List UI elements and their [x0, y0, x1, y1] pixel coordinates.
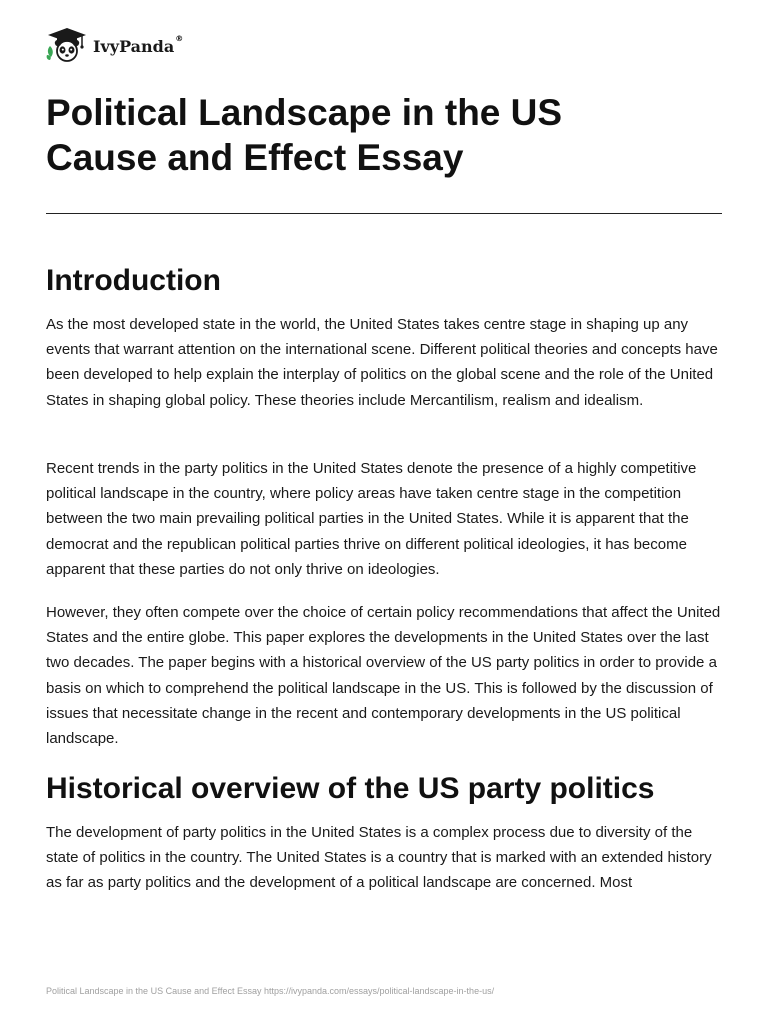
page-title-line-1: Political Landscape in the US	[46, 92, 563, 133]
section-heading-introduction: Introduction	[46, 264, 221, 297]
page-title-line-2: Cause and Effect Essay	[46, 137, 464, 178]
intro-paragraph-2: Recent trends in the party politics in the United States denote the presence of a highly competitive political landscape in the country, where policy areas have taken centre stage in the competition between the two main prevailing political parties in the United States. While it is apparent that the democrat and the republican political parties thrive on different political ideologies, it has become apparent that these parties do not only thrive on ideologies.	[46, 460, 697, 578]
page-footer: Political Landscape in the US Cause and Effect Essay https://ivypanda.com/essays/political-landscape-in-the-us/	[46, 986, 495, 996]
page-title	[46, 90, 726, 180]
brand-name: IvyPanda	[93, 36, 175, 56]
historical-paragraph-1: The development of party politics in the United States is a complex process due to diversity of the state of politics in the country. The United States is a country that is marked with an extended history as far as party politics and the development of a political landscape are concerned. Most	[46, 824, 712, 892]
brand-logo[interactable]	[46, 27, 183, 63]
intro-paragraph-1: As the most developed state in the world, the United States takes centre stage in shaping up any events that warrant attention on the international scene. Different political theories and concepts have been developed to help explain the interplay of politics on the global scene and the role of the United States in shaping global policy. These theories include Mercantilism, realism and idealism.	[46, 316, 718, 409]
panda-graduate-icon	[46, 27, 88, 63]
section-heading-historical-overview: Historical overview of the US party politics	[46, 772, 655, 805]
intro-paragraph-3: However, they often compete over the choice of certain policy recommendations that affect the United States and the entire globe. This paper explores the developments in the United States over the last two decades. The paper begins with a historical overview of the US party politics in order to provide a basis on which to comprehend the political landscape in the US. This is followed by the discussion of issues that necessitate change in the recent and contemporary developments in the US political landscape.	[46, 604, 721, 748]
title-divider	[46, 213, 722, 214]
registered-mark: ®	[175, 33, 184, 43]
